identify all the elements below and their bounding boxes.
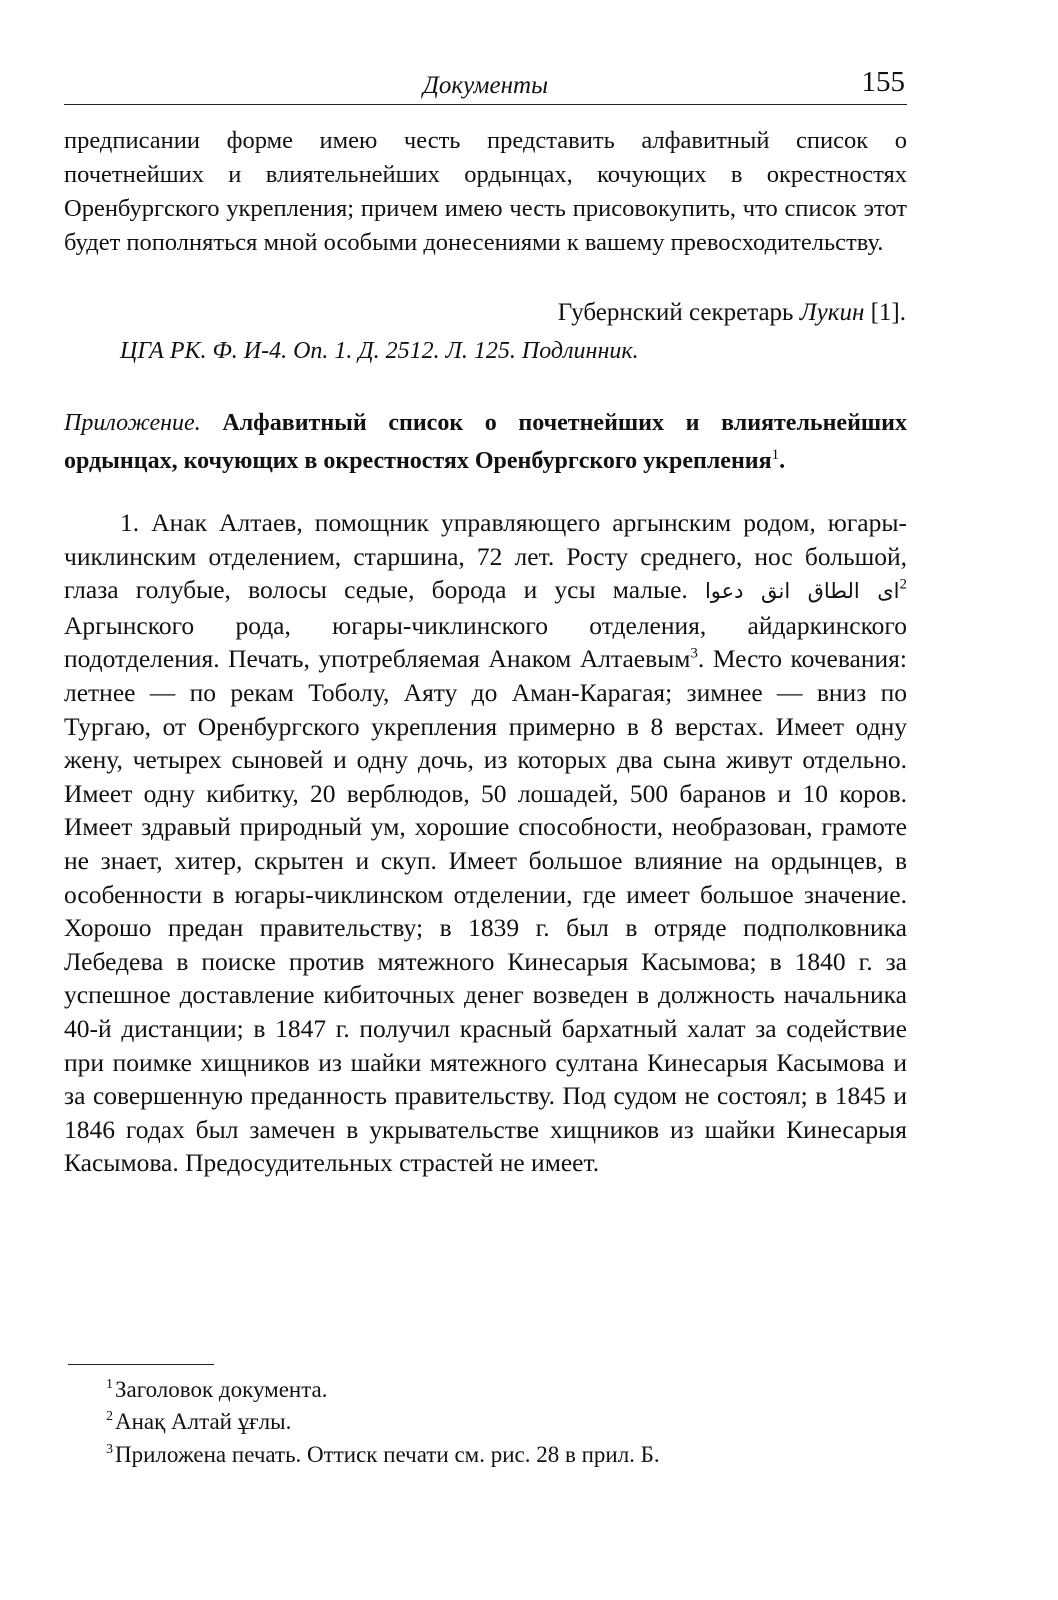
intro-paragraph: предписании форме имею честь представить алфавитный список о почетнейших и влиятельнейших ордынцах, кочующих в окрестностях Оренбургского укрепления; причем имею честь присовокупить, что список этот будет пополняться мной особыми донесениями к вашему превосходительству. xyxy=(64,127,907,256)
entry-footnote-mark-3: 3 xyxy=(690,645,698,662)
entry-part-2: Аргынского рода, югары-чиклинского отделения, айдаркинского подотделения. Печать, употребляемая Анаком Алтаевым xyxy=(64,610,907,674)
footnote-text: Заголовок документа. xyxy=(115,1377,328,1402)
appendix-label: Приложение. xyxy=(64,410,201,436)
footnote-number: 3 xyxy=(106,1442,113,1458)
seal-arabic-text: ای الطاق انق دعوا xyxy=(704,579,900,604)
appendix-title: Алфавитный список о почетнейших и влиятельнейших ордынцах, кочующих в окрестностях Оренбургского укрепления xyxy=(64,410,908,474)
footnote-3 xyxy=(106,1441,660,1469)
appendix-title-end: . xyxy=(779,448,786,474)
entry-part-3: . Место кочевания: летнее — по рекам Тоболу, Аяту до Аман-Карагая; зимнее — вниз по Тургаю, от Оренбургского укрепления примерно в 8 верстах. Имеет одну жену, четырех сыновей и одну дочь, из которых два сына живут отдельно. Имеет одну кибитку, 20 верблюдов, 50 лошадей, 500 баранов и 10 коров. Имеет здравый природный ум, хорошие способности, необразован, грамоте не знает, хитер, скрытен и скуп. Имеет большое влияние на ордынцев, в особенности в югары-чиклинском отделении, где имеет большое значение. Хорошо предан правительству; в 1839 г. был в отряде подполковника Лебедева в поиске против мятежного Кинесарыя Касымова; в 1840 г. за успешное доставление кибиточных денег возведен в должность начальника 40-й дистанции; в 1847 г. получил красный бархатный халат за содействие при поимке хищников из шайки мятежного султана Кинесарыя Касымова и за совершенную преданность правительству. Под судом не состоял; в 1845 и 1846 годах был замечен в укрывательстве хищников из шайки Кинесарыя Касымова. Предосудительных страстей не имеет. xyxy=(64,644,907,1178)
header-title: Документы xyxy=(422,72,548,99)
archive-reference: ЦГА РК. Ф. И-4. Оп. 1. Д. 2512. Л. 125. Подлинник. xyxy=(120,338,639,364)
appendix-heading xyxy=(64,404,907,480)
footnote-divider xyxy=(68,1364,214,1365)
signature-position: Губернский секретарь xyxy=(557,299,794,326)
appendix-footnote-mark: 1 xyxy=(771,447,780,463)
running-header xyxy=(64,66,907,105)
signature xyxy=(558,296,906,330)
footnote-number: 1 xyxy=(106,1377,113,1393)
footnote-2 xyxy=(106,1408,291,1436)
signature-name: Лукин xyxy=(799,299,865,326)
entry-footnote-mark-2: 2 xyxy=(899,576,907,593)
footnote-text: Приложена печать. Оттиск печати см. рис. 28 в прил. Б. xyxy=(115,1442,660,1467)
footnote-number: 2 xyxy=(106,1409,113,1425)
entry-part-1: 1. Анак Алтаев, помощник управляющего аргынским родом, югары-чиклинским отделением, старшина, 72 лет. Росту среднего, нос большой, глаза голубые, волосы седые, борода и усы малые. xyxy=(64,508,907,605)
footnote-1 xyxy=(106,1376,328,1404)
footnote-text: Анақ Алтай ұғлы. xyxy=(115,1409,292,1434)
page-number: 155 xyxy=(861,66,905,98)
signature-ref: [1]. xyxy=(870,299,906,326)
entry-anak-altaev xyxy=(64,506,907,1180)
